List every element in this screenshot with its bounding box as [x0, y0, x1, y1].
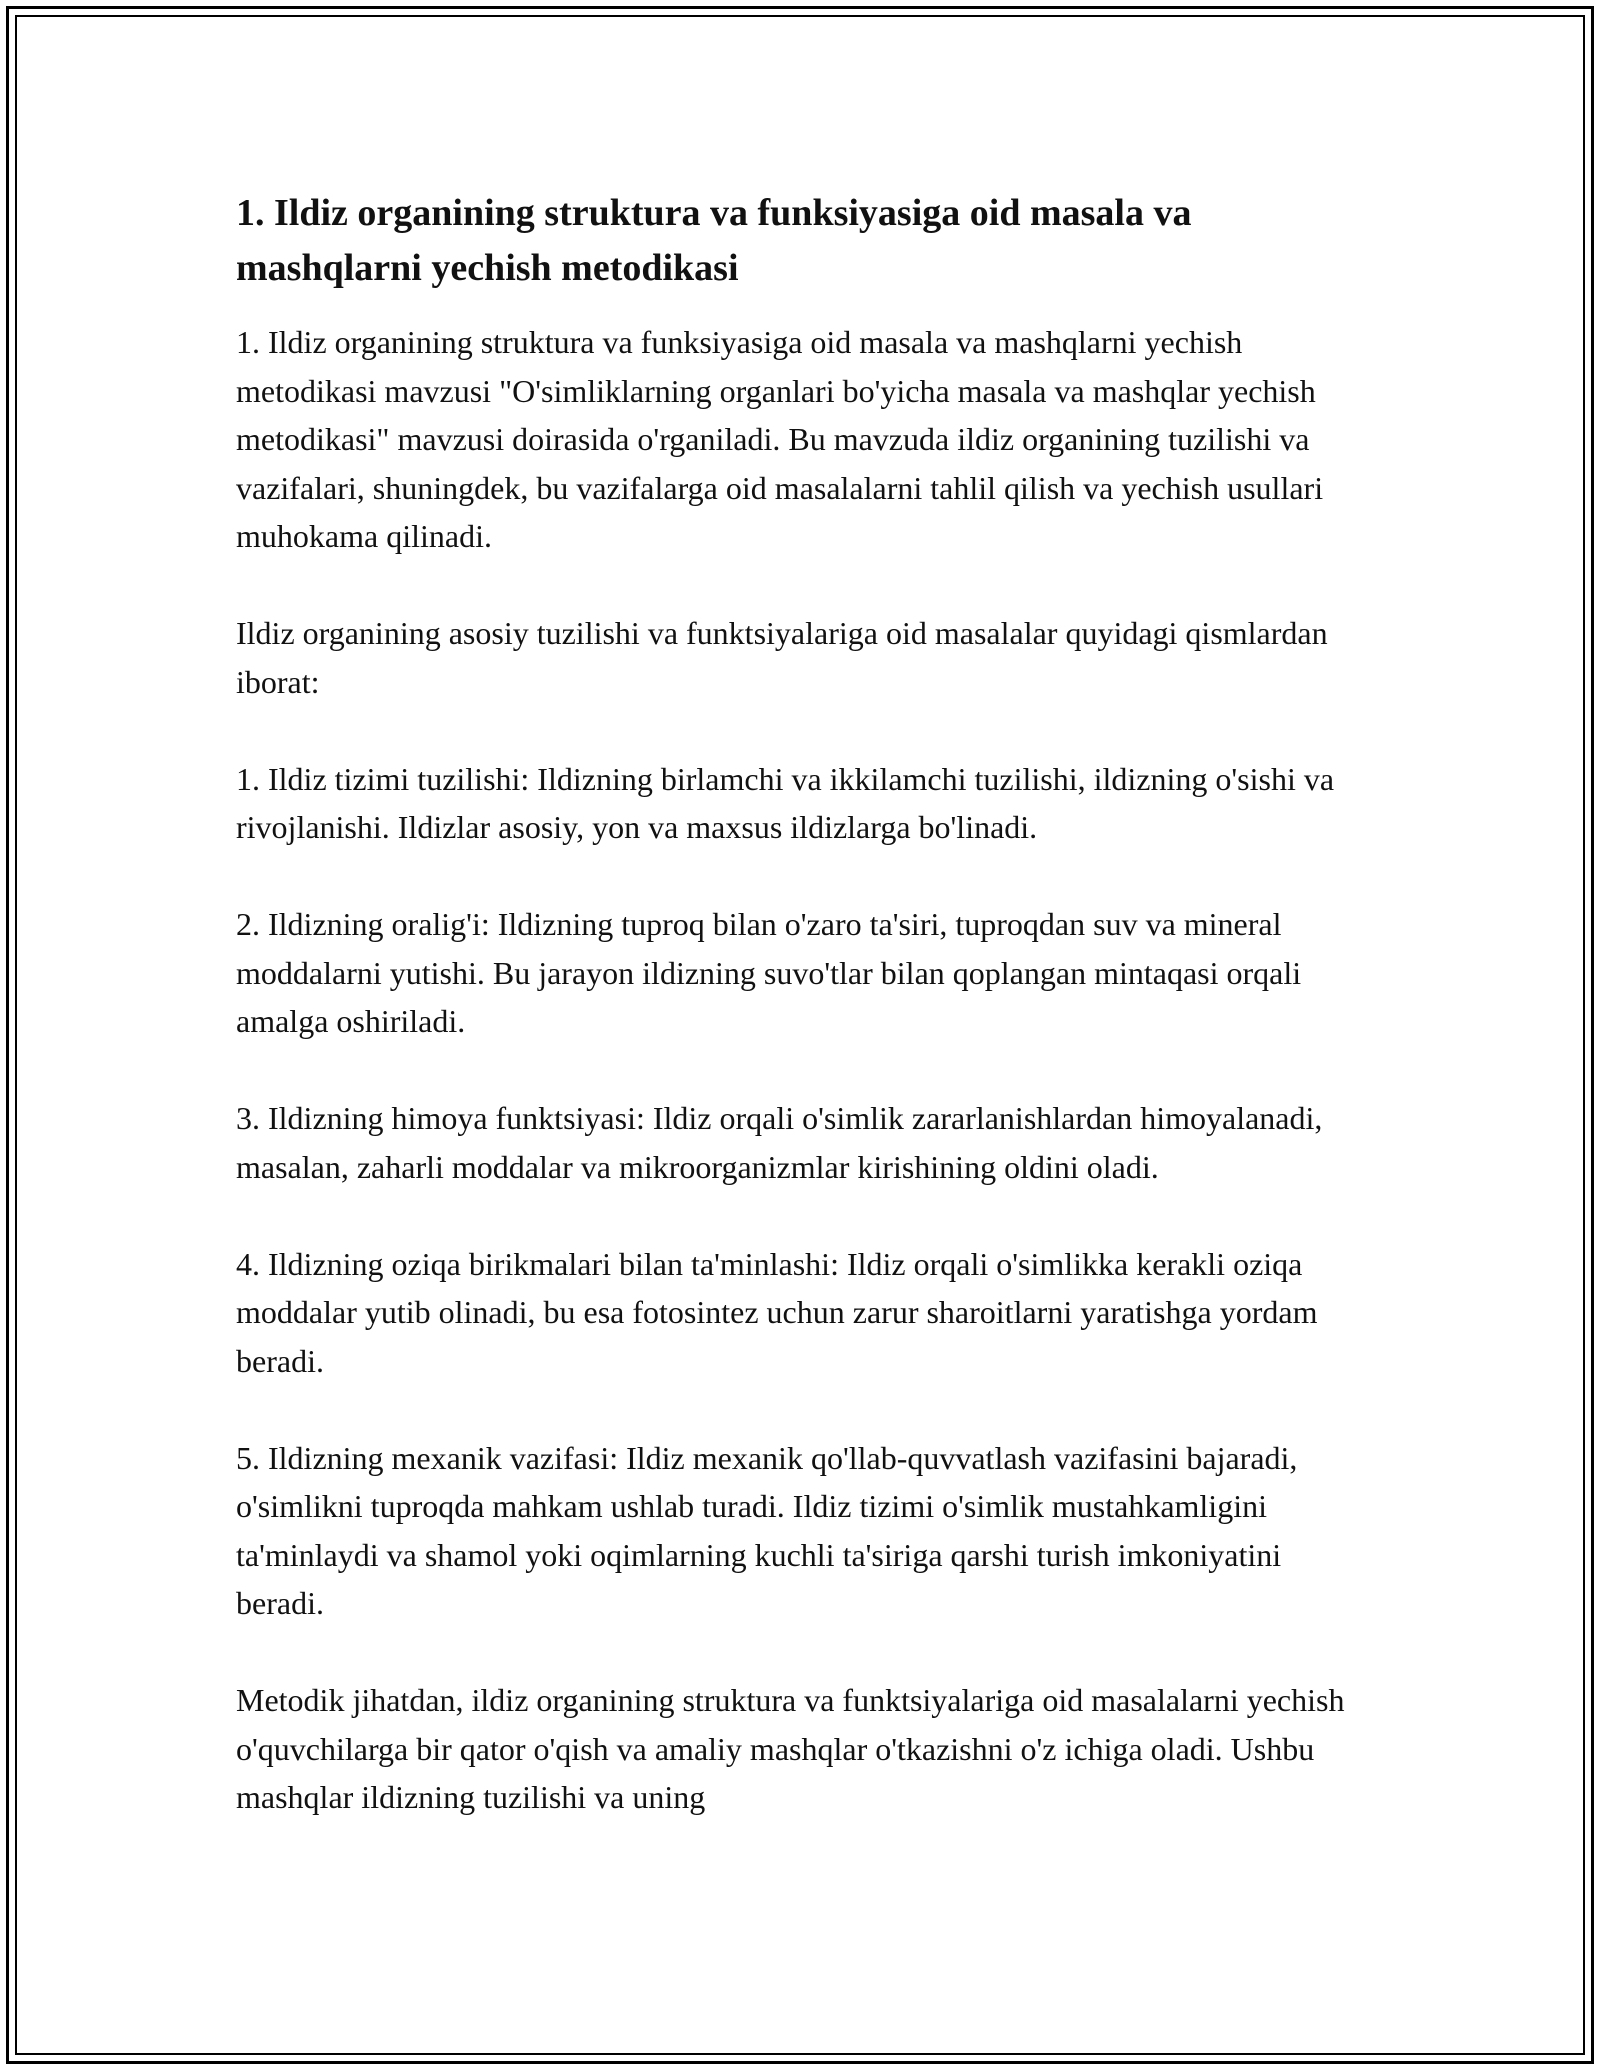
paragraph-item-2: 2. Ildizning oralig'i: Ildizning tuproq bilan o'zaro ta'siri, tuproqdan suv va mineral moddalarni yutishi. Bu jarayon ildizning suvo'tlar bilan qoplangan mintaqasi orqali amalga oshiriladi.	[236, 906, 1302, 1039]
paragraph-overview: Ildiz organining asosiy tuzilishi va funktsiyalariga oid masalalar quyidagi qismlardan iborat:	[236, 615, 1328, 700]
document-body	[236, 186, 1366, 1870]
paragraph-item-4: 4. Ildizning oziqa birikmalari bilan ta'minlashi: Ildiz orqali o'simlikka kerakli oziqa moddalar yutib olinadi, bu esa fotosintez uchun zarur sharoitlarni yaratishga yordam beradi.	[236, 1245, 1318, 1379]
paragraph-item-5: 5. Ildizning mexanik vazifasi: Ildiz mexanik qo'llab-quvvatlash vazifasini bajaradi, o'simlikni tuproqda mahkam ushlab turadi. Ildiz tizimi o'simlik mustahkamligini ta'minlaydi va shamol yoki oqimlarning kuchli ta'siriga qarshi turish imkoniyatini beradi.	[236, 1439, 1298, 1621]
paragraph-item-1: 1. Ildiz tizimi tuzilishi: Ildizning birlamchi va ikkilamchi tuzilishi, ildizning o'sishi va rivojlanishi. Ildizlar asosiy, yon va maxsus ildizlarga bo'linadi.	[236, 760, 1335, 845]
document-title: 1. Ildiz organining struktura va funksiyasiga oid masala va mashqlarni yechish metodikasi	[236, 192, 1192, 289]
paragraph-intro: 1. Ildiz organining struktura va funksiyasiga oid masala va mashqlarni yechish metodikasi mavzusi "O'simliklarning organlari bo'yicha masala va mashqlar yechish metodikasi" mavzusi doirasida o'rganiladi. Bu mavzuda ildiz organining tuzilishi va vazifalari, shuningdek, bu vazifalarga oid masalalarni tahlil qilish va yechish usullari muhokama qilinadi.	[236, 324, 1324, 554]
paragraph-methodology: Metodik jihatdan, ildiz organining struktura va funktsiyalariga oid masalalarni yechish o'quvchilarga bir qator o'qish va amaliy mashqlar o'tkazishni o'z ichiga oladi. Ushbu mashqlar ildizning tuzilishi va uning	[236, 1682, 1345, 1815]
paragraph-item-3: 3. Ildizning himoya funktsiyasi: Ildiz orqali o'simlik zararlanishlardan himoyalanadi, masalan, zaharli moddalar va mikroorganizmlar kirishining oldini oladi.	[236, 1100, 1323, 1185]
